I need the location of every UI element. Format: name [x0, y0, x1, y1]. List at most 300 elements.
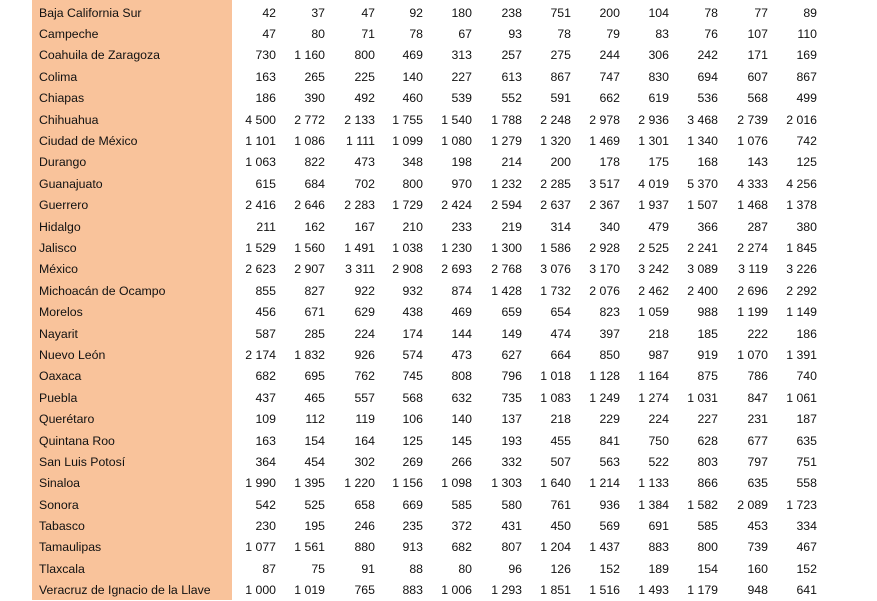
value-cell: 1 199: [737, 305, 768, 320]
value-cell: 1 788: [491, 112, 522, 127]
table-row: [32, 473, 817, 494]
table-row: [32, 366, 817, 387]
value-cell: 453: [747, 519, 768, 534]
table-row: [32, 494, 817, 515]
value-cell: 2 594: [491, 198, 522, 213]
table-row: [32, 195, 817, 216]
value-cell: 507: [550, 454, 571, 469]
value-cell: 796: [501, 369, 522, 384]
value-cell: 745: [402, 369, 423, 384]
value-cell: 88: [409, 561, 423, 576]
value-cell: 211: [256, 219, 276, 234]
value-cell: 171: [747, 48, 768, 63]
value-cell: 765: [354, 583, 375, 598]
value-cell: 1 031: [687, 390, 718, 405]
value-cell: 2 424: [441, 198, 472, 213]
value-cell: 160: [747, 561, 768, 576]
value-cell: 340: [599, 219, 620, 234]
value-cell: 218: [550, 412, 571, 427]
value-cell: 619: [648, 91, 669, 106]
value-cell: 1 293: [491, 583, 522, 598]
value-cell: 751: [796, 454, 817, 469]
value-cell: 92: [409, 5, 423, 20]
value-cell: 4 500: [245, 112, 276, 127]
value-cell: 265: [304, 69, 325, 84]
value-cell: 807: [501, 540, 522, 555]
value-cell: 1 437: [589, 540, 620, 555]
value-cell: 1 755: [392, 112, 423, 127]
value-cell: 210: [402, 219, 423, 234]
value-cell: 163: [255, 433, 276, 448]
value-cell: 1 851: [540, 583, 571, 598]
value-cell: 1 061: [786, 390, 817, 405]
value-cell: 1 232: [491, 176, 522, 191]
table-row: [32, 45, 817, 66]
value-cell: 866: [697, 476, 718, 491]
value-cell: 1 080: [441, 134, 472, 149]
value-cell: 1 540: [441, 112, 472, 127]
value-cell: 1 845: [786, 240, 817, 255]
value-cell: 104: [648, 5, 669, 20]
value-cell: 3 311: [345, 262, 375, 277]
value-cell: 615: [255, 176, 276, 191]
value-cell: 78: [557, 27, 571, 42]
value-cell: 641: [796, 583, 817, 598]
value-cell: 302: [354, 454, 375, 469]
value-cell: 1 230: [441, 240, 472, 255]
value-cell: 164: [354, 433, 375, 448]
value-cell: 1 469: [589, 134, 620, 149]
value-cell: 1 128: [589, 369, 620, 384]
value-cell: 830: [648, 69, 669, 84]
value-cell: 198: [451, 155, 472, 170]
value-cell: 1 274: [638, 390, 669, 405]
value-cell: 469: [451, 305, 472, 320]
table-row: [32, 515, 817, 536]
value-cell: 2 936: [638, 112, 669, 127]
value-cell: 366: [697, 219, 718, 234]
value-cell: 242: [697, 48, 718, 63]
value-cell: 522: [648, 454, 669, 469]
value-cell: 585: [451, 497, 472, 512]
table-row: [32, 301, 817, 322]
value-cell: 742: [796, 134, 817, 149]
value-cell: 125: [796, 155, 817, 170]
value-cell: 313: [451, 48, 472, 63]
value-cell: 613: [501, 69, 522, 84]
value-cell: 658: [354, 497, 375, 512]
value-cell: 380: [796, 219, 817, 234]
value-cell: 654: [550, 305, 571, 320]
value-cell: 1 059: [638, 305, 669, 320]
state-name: San Luis Potosí: [39, 454, 126, 469]
value-cell: 1 832: [294, 347, 325, 362]
value-cell: 2 274: [737, 240, 768, 255]
state-name: Morelos: [39, 305, 83, 320]
value-cell: 694: [697, 69, 718, 84]
value-cell: 2 292: [786, 283, 817, 298]
value-cell: 552: [501, 91, 522, 106]
value-cell: 1 493: [638, 583, 669, 598]
value-cell: 800: [402, 176, 423, 191]
value-cell: 1 320: [540, 134, 571, 149]
value-cell: 1 640: [540, 476, 571, 491]
value-cell: 454: [304, 454, 325, 469]
value-cell: 479: [648, 219, 669, 234]
value-cell: 332: [501, 454, 522, 469]
value-cell: 1 582: [687, 497, 718, 512]
table-row: [32, 430, 817, 451]
value-cell: 37: [311, 5, 325, 20]
state-name: Nuevo León: [39, 347, 106, 362]
value-cell: 224: [354, 326, 375, 341]
value-cell: 163: [255, 69, 276, 84]
value-cell: 2 696: [737, 283, 768, 298]
state-name: Chiapas: [39, 91, 85, 106]
value-cell: 867: [796, 69, 817, 84]
value-cell: 152: [796, 561, 817, 576]
value-cell: 1 038: [392, 240, 423, 255]
value-cell: 702: [354, 176, 375, 191]
value-cell: 1 937: [638, 198, 669, 213]
value-cell: 75: [311, 561, 325, 576]
state-name: Baja California Sur: [39, 5, 142, 20]
value-cell: 2 248: [540, 112, 571, 127]
value-cell: 841: [599, 433, 620, 448]
value-cell: 1 428: [491, 283, 522, 298]
value-cell: 431: [501, 519, 522, 534]
value-cell: 1 063: [245, 155, 276, 170]
value-cell: 2 978: [589, 112, 620, 127]
value-cell: 397: [599, 326, 620, 341]
value-cell: 2 637: [540, 198, 571, 213]
value-cell: 671: [304, 305, 325, 320]
value-cell: 580: [501, 497, 522, 512]
state-name: Ciudad de México: [39, 134, 138, 149]
state-name: Sinaloa: [39, 476, 81, 491]
value-cell: 314: [550, 219, 571, 234]
value-cell: 2 525: [638, 240, 669, 255]
value-cell: 2 089: [737, 497, 768, 512]
value-cell: 948: [747, 583, 768, 598]
table-row: [32, 259, 817, 280]
value-cell: 230: [255, 519, 276, 534]
value-cell: 227: [697, 412, 718, 427]
state-name: Michoacán de Ocampo: [39, 283, 166, 298]
value-cell: 4 019: [638, 176, 669, 191]
value-cell: 107: [747, 27, 768, 42]
value-cell: 109: [255, 412, 276, 427]
table-row: [32, 173, 817, 194]
value-cell: 143: [747, 155, 768, 170]
value-cell: 390: [304, 91, 325, 106]
state-name: Quintana Roo: [39, 433, 115, 448]
value-cell: 47: [262, 27, 276, 42]
value-cell: 5 370: [687, 176, 718, 191]
value-cell: 913: [402, 540, 423, 555]
state-name: Puebla: [39, 390, 78, 405]
value-cell: 730: [255, 48, 276, 63]
value-cell: 1 164: [638, 369, 669, 384]
value-cell: 3 226: [786, 262, 817, 277]
table-row: [32, 280, 817, 301]
value-cell: 682: [451, 540, 472, 555]
value-cell: 67: [458, 27, 472, 42]
value-cell: 669: [402, 497, 423, 512]
value-cell: 219: [501, 219, 522, 234]
value-cell: 751: [550, 5, 571, 20]
table-row: [32, 130, 817, 151]
state-name: Tlaxcala: [39, 561, 85, 576]
value-cell: 450: [550, 519, 571, 534]
value-cell: 1 732: [540, 283, 571, 298]
value-cell: 185: [697, 326, 718, 341]
value-cell: 137: [501, 412, 522, 427]
value-cell: 2 416: [245, 198, 276, 213]
value-cell: 456: [255, 305, 276, 320]
value-cell: 112: [305, 412, 325, 427]
value-cell: 4 256: [786, 176, 817, 191]
value-cell: 187: [796, 412, 817, 427]
value-cell: 739: [747, 540, 768, 555]
value-cell: 154: [304, 433, 325, 448]
value-cell: 96: [508, 561, 522, 576]
value-cell: 1 990: [245, 476, 276, 491]
value-cell: 800: [354, 48, 375, 63]
value-cell: 677: [747, 433, 768, 448]
value-cell: 1 156: [392, 476, 423, 491]
value-cell: 988: [697, 305, 718, 320]
state-name: Sonora: [39, 497, 79, 512]
value-cell: 492: [354, 91, 375, 106]
value-cell: 2 646: [294, 198, 325, 213]
value-cell: 79: [606, 27, 620, 42]
value-cell: 1 384: [638, 497, 669, 512]
value-cell: 167: [354, 219, 375, 234]
value-cell: 563: [599, 454, 620, 469]
value-cell: 225: [354, 69, 375, 84]
table-row: [32, 152, 817, 173]
value-cell: 919: [697, 347, 718, 362]
value-cell: 1 529: [245, 240, 276, 255]
value-cell: 803: [697, 454, 718, 469]
table-row: [32, 23, 817, 44]
value-cell: 822: [304, 155, 325, 170]
value-cell: 1 561: [294, 540, 325, 555]
value-cell: 334: [796, 519, 817, 534]
value-cell: 140: [402, 69, 423, 84]
value-cell: 149: [501, 326, 522, 341]
value-cell: 193: [501, 433, 522, 448]
value-cell: 80: [311, 27, 325, 42]
value-cell: 569: [599, 519, 620, 534]
value-cell: 189: [648, 561, 669, 576]
value-cell: 823: [599, 305, 620, 320]
value-cell: 1 133: [638, 476, 669, 491]
table-row: [32, 580, 817, 601]
value-cell: 174: [402, 326, 423, 341]
value-cell: 970: [451, 176, 472, 191]
value-cell: 168: [697, 155, 718, 170]
table-body: [32, 2, 817, 601]
value-cell: 80: [458, 561, 472, 576]
value-cell: 786: [747, 369, 768, 384]
value-cell: 1 019: [294, 583, 325, 598]
state-name: Tamaulipas: [39, 540, 102, 555]
value-cell: 936: [599, 497, 620, 512]
value-cell: 467: [796, 540, 817, 555]
value-cell: 1 220: [344, 476, 375, 491]
value-cell: 659: [501, 305, 522, 320]
value-cell: 119: [355, 412, 375, 427]
value-cell: 1 516: [589, 583, 620, 598]
value-cell: 437: [255, 390, 276, 405]
value-cell: 875: [697, 369, 718, 384]
value-cell: 1 214: [589, 476, 620, 491]
value-cell: 629: [354, 305, 375, 320]
value-cell: 1 111: [346, 134, 375, 149]
value-cell: 269: [402, 454, 423, 469]
value-cell: 372: [451, 519, 472, 534]
value-cell: 460: [402, 91, 423, 106]
value-cell: 266: [451, 454, 472, 469]
value-cell: 926: [354, 347, 375, 362]
value-cell: 2 133: [344, 112, 375, 127]
value-cell: 525: [304, 497, 325, 512]
value-cell: 89: [803, 5, 817, 20]
value-cell: 438: [402, 305, 423, 320]
value-cell: 1 301: [638, 134, 669, 149]
value-cell: 2 739: [737, 112, 768, 127]
value-cell: 1 468: [737, 198, 768, 213]
value-cell: 2 076: [589, 283, 620, 298]
value-cell: 635: [747, 476, 768, 491]
value-cell: 218: [648, 326, 669, 341]
value-cell: 1 149: [786, 305, 817, 320]
value-cell: 1 303: [491, 476, 522, 491]
value-cell: 2 283: [344, 198, 375, 213]
value-cell: 2 908: [392, 262, 423, 277]
value-cell: 568: [747, 91, 768, 106]
value-cell: 106: [402, 412, 423, 427]
value-cell: 154: [697, 561, 718, 576]
value-cell: 87: [262, 561, 276, 576]
value-cell: 469: [402, 48, 423, 63]
data-table: [32, 2, 817, 601]
value-cell: 244: [599, 48, 620, 63]
value-cell: 1 101: [245, 134, 276, 149]
value-cell: 1 300: [491, 240, 522, 255]
value-cell: 2 400: [687, 283, 718, 298]
value-cell: 178: [599, 155, 620, 170]
value-cell: 1 204: [540, 540, 571, 555]
value-cell: 1 070: [737, 347, 768, 362]
value-cell: 162: [304, 219, 325, 234]
value-cell: 1 729: [392, 198, 423, 213]
value-cell: 140: [451, 412, 472, 427]
value-cell: 2 367: [589, 198, 620, 213]
value-cell: 126: [550, 561, 571, 576]
table-row: [32, 558, 817, 579]
value-cell: 3 076: [540, 262, 571, 277]
value-cell: 4 333: [737, 176, 768, 191]
value-cell: 922: [354, 283, 375, 298]
value-cell: 542: [255, 497, 276, 512]
value-cell: 1 099: [392, 134, 423, 149]
value-cell: 229: [599, 412, 620, 427]
value-cell: 200: [599, 5, 620, 20]
value-cell: 1 378: [786, 198, 817, 213]
table-row: [32, 387, 817, 408]
value-cell: 1 083: [540, 390, 571, 405]
value-cell: 827: [304, 283, 325, 298]
value-cell: 883: [648, 540, 669, 555]
state-name: Hidalgo: [39, 219, 81, 234]
value-cell: 627: [501, 347, 522, 362]
value-cell: 246: [354, 519, 375, 534]
value-cell: 83: [655, 27, 669, 42]
value-cell: 747: [599, 69, 620, 84]
value-cell: 125: [402, 433, 423, 448]
table-row: [32, 216, 817, 237]
value-cell: 2 907: [294, 262, 325, 277]
value-cell: 1 249: [589, 390, 620, 405]
value-cell: 144: [451, 326, 472, 341]
value-cell: 628: [697, 433, 718, 448]
value-cell: 180: [451, 5, 472, 20]
value-cell: 1 507: [687, 198, 718, 213]
value-cell: 1 086: [294, 134, 325, 149]
value-cell: 200: [550, 155, 571, 170]
value-cell: 1 340: [687, 134, 718, 149]
table-row: [32, 323, 817, 344]
value-cell: 2 462: [638, 283, 669, 298]
table-row: [32, 66, 817, 87]
value-cell: 222: [747, 326, 768, 341]
state-name: Querétaro: [39, 412, 95, 427]
value-cell: 2 928: [589, 240, 620, 255]
value-cell: 867: [550, 69, 571, 84]
value-cell: 306: [648, 48, 669, 63]
value-cell: 235: [402, 519, 423, 534]
value-cell: 1 000: [245, 583, 276, 598]
value-cell: 145: [451, 433, 472, 448]
value-cell: 682: [255, 369, 276, 384]
value-cell: 499: [796, 91, 817, 106]
value-cell: 568: [402, 390, 423, 405]
value-cell: 364: [255, 454, 276, 469]
state-name: Colima: [39, 69, 78, 84]
state-name: Chihuahua: [39, 112, 99, 127]
value-cell: 47: [361, 5, 375, 20]
value-cell: 1 160: [294, 48, 325, 63]
state-name: Tabasco: [39, 519, 85, 534]
value-cell: 762: [354, 369, 375, 384]
value-cell: 2 772: [294, 112, 325, 127]
state-name: Campeche: [39, 27, 99, 42]
value-cell: 932: [402, 283, 423, 298]
value-cell: 473: [354, 155, 375, 170]
value-cell: 574: [402, 347, 423, 362]
value-cell: 465: [304, 390, 325, 405]
value-cell: 2 285: [540, 176, 571, 191]
value-cell: 71: [361, 27, 375, 42]
value-cell: 2 016: [786, 112, 817, 127]
value-cell: 195: [304, 519, 325, 534]
value-cell: 227: [451, 69, 472, 84]
table-row: [32, 408, 817, 429]
value-cell: 695: [304, 369, 325, 384]
